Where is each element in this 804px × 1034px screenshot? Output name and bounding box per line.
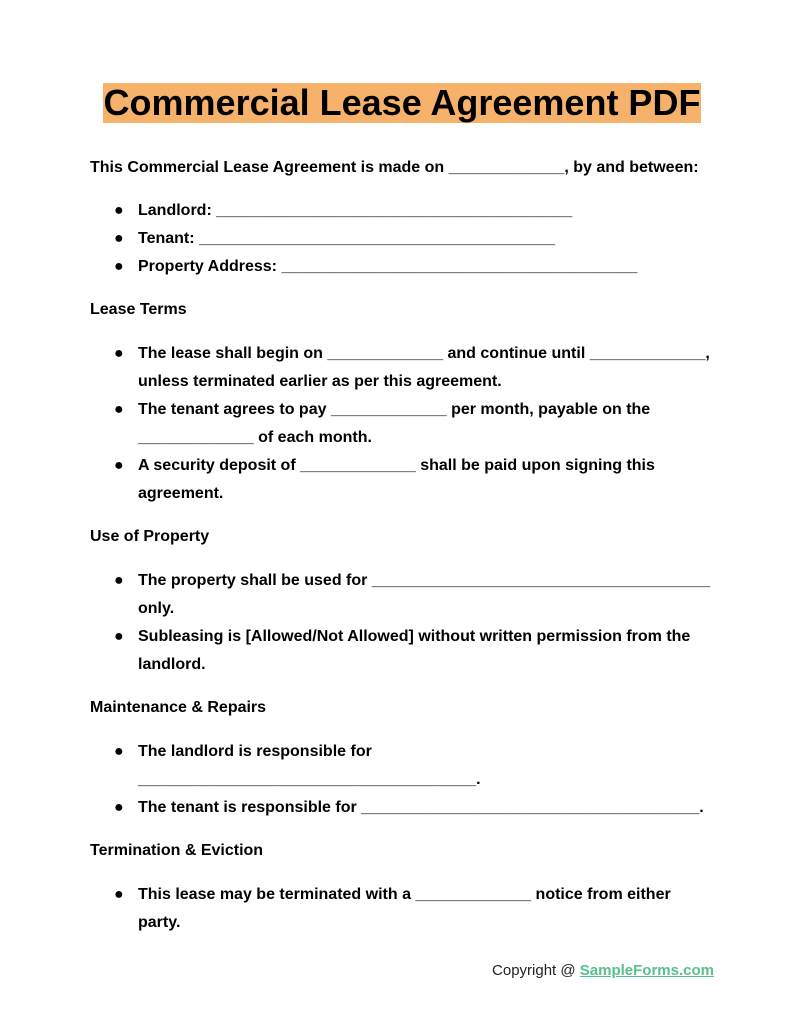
maintenance-list [90, 738, 714, 822]
document-title: Commercial Lease Agreement PDF [103, 82, 701, 123]
list-item [90, 881, 714, 937]
list-item [90, 396, 714, 452]
bullet-icon: ● [114, 886, 124, 903]
list-item-text: The lease shall begin on _____________ and continue until _____________, unless terminated earlier as per this agreement. [138, 345, 710, 390]
bullet-icon: ● [114, 572, 124, 589]
section-heading-lease-terms: Lease Terms [90, 301, 187, 318]
list-item-text: The tenant agrees to pay _____________ per month, payable on the _____________ of each month. [138, 401, 651, 446]
bullet-icon: ● [114, 743, 124, 760]
bullet-icon: ● [114, 202, 124, 219]
document-body [90, 154, 714, 952]
bullet-icon: ● [114, 230, 124, 247]
list-item-text: Landlord: ________________________________________ [138, 202, 573, 219]
bullet-icon: ● [114, 799, 124, 816]
list-item [90, 197, 714, 225]
list-item-text: Tenant: ________________________________________ [138, 230, 555, 247]
list-item [90, 452, 714, 508]
bullet-icon: ● [114, 258, 124, 275]
bullet-icon: ● [114, 345, 124, 362]
list-item [90, 738, 714, 794]
list-item-text: This lease may be terminated with a _____________ notice from either party. [138, 886, 671, 931]
parties-list [90, 197, 714, 281]
list-item [90, 623, 714, 679]
copyright-text: Copyright @ [492, 962, 580, 979]
list-item [90, 225, 714, 253]
bullet-icon: ● [114, 628, 124, 645]
list-item [90, 794, 714, 822]
list-item [90, 567, 714, 623]
bullet-icon: ● [114, 401, 124, 418]
list-item-text: The tenant is responsible for ______________________________________. [138, 799, 704, 816]
bullet-icon: ● [114, 457, 124, 474]
termination-list [90, 881, 714, 937]
list-item-text: Property Address: ________________________________________ [138, 258, 638, 275]
list-item [90, 253, 714, 281]
intro-paragraph: This Commercial Lease Agreement is made on _____________, by and between: [90, 159, 699, 176]
lease-terms-list [90, 340, 714, 508]
list-item-text: The landlord is responsible for ______________________________________. [138, 743, 481, 788]
copyright-footer [492, 962, 714, 979]
section-heading-termination: Termination & Eviction [90, 842, 264, 859]
list-item [90, 340, 714, 396]
sampleforms-link[interactable]: SampleForms.com [579, 962, 714, 979]
section-heading-use-of-property: Use of Property [90, 528, 210, 545]
use-of-property-list [90, 567, 714, 679]
section-heading-maintenance: Maintenance & Repairs [90, 699, 267, 716]
list-item-text: The property shall be used for ______________________________________ only. [138, 572, 710, 617]
list-item-text: A security deposit of _____________ shall be paid upon signing this agreement. [138, 457, 655, 502]
list-item-text: Subleasing is [Allowed/Not Allowed] without written permission from the landlord. [138, 628, 691, 673]
